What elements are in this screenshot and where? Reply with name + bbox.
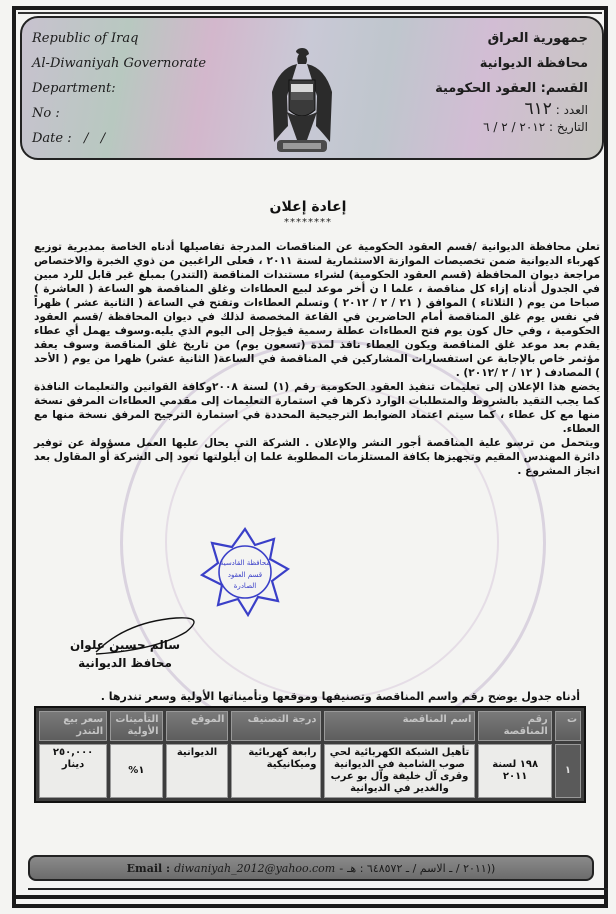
cell-location: الديوانية	[166, 744, 229, 798]
date-label-en: Date : / /	[32, 131, 106, 146]
header-tender-number: رقم المناقصة	[478, 711, 551, 741]
cell-tender-number: ١٩٨ لسنة ٢٠١١	[478, 744, 551, 798]
department-ar: القسم: العقود الحكومية	[435, 81, 588, 96]
paragraph-2: يخضع هذا الإعلان إلى تعليمات تنفيذ العقود الحكومية رقم (١) لسنة ٢٠٠٨وكافة القوانين والتعليمات النافذة كما يجب التقيد بالشروط والمتطلبات الوارد ذكرها في استمارة التعليمات إلى مقدمي العطاءات المرفق نسخة منها مع كل عطاء ، كما سيتم اعتماد الضوابط الترجيحية المحددة في استمارة الترجيح المرفق نسخة منها مع العطاء.	[34, 381, 601, 435]
iraq-eagle-emblem-icon	[267, 40, 337, 160]
footer-separator: -	[339, 861, 344, 875]
tenders-table-container	[34, 706, 586, 803]
header-classification: درجة التصنيف	[231, 711, 320, 741]
header-initial-deposit: التأمينات الأولية	[110, 711, 162, 741]
email-label: Email :	[126, 861, 171, 875]
title-stars: ********	[284, 217, 332, 228]
governorate-ar: محافظة الديوانية	[479, 56, 588, 71]
stamp-line-3: الصادرة	[233, 582, 257, 590]
bottom-border	[14, 895, 608, 899]
paragraph-1: تعلن محافظة الديوانية /قسم العقود الحكومية عن المناقصات المدرجة تفاصيلها أدناه الخاصة بمديرية توزيع كهرباء الديوانية ضمن تخصيصات الموازنة الاستثمارية لسنة ٢٠١١ ، فعلى الراغبين من ذوي الخبرة والاختصاص مراجعة ديوان المحافظة (قسم العقود الحكومية) لشراء مستندات المناقصة (التندر) بمبلغ غير قابل للرد مبين في الجدول أدناه إزاء كل مناقصة ، علما ا ن أخر موعد لبيع العطاءات وغلق المناقصة هو الساعة ( العاشرة ) صباحا من يوم ( الثلاثاء ) الموافق ( ٢١ / ٢ / ٢٠١٢ ) وتسلم العطاءات وتفتح في الساعة ( الثانية عشر ) ظهراً في نفس يوم غلق المناقصة أمام الحاضرين في القاعة المخصصة لذلك في ديوان المحافظة /قسم العقود الحكومية ، وفي حال كون يوم فتح العطاءات عطلة رسمية فيؤجل إلى اليوم الذي يليه.وسوف يهمل أي عطاء يقدم بعد موعد غلق المناقصة ويكون العطاء نافذ لمدة (تسعون يوم) من تاريخ غلق المناقصة وسوف يعقد مؤتمر خاص بالإجابة عن استفسارات المشاركين في المناقصة في الساعة( الثانية عشر) ظهرا من يوم ( الأحد ) المصادف ( ١٢ / ٢ /٢٠١٢) .	[34, 241, 601, 379]
table-caption: أدناه جدول يوضح رقم واسم المناقصة وتصنيفها وموقعها وتأميناتها الأولية وسعر تندرها .	[100, 690, 580, 703]
governorate-en: Al-Diwaniyah Governorate	[32, 56, 207, 71]
cell-initial-deposit: ١%	[110, 744, 162, 798]
announcement-body	[34, 240, 600, 478]
cell-tender-name: تأهيل الشبكة الكهربائية لحي صوب الشامية في الديوانية وقرى آل خليفة وآل بو عرب والغدير في الديوانية	[324, 744, 476, 798]
department-label-en: Department:	[32, 81, 116, 96]
announcement-title: إعادة إعلان	[269, 199, 347, 215]
header-tender-price: سعر بيع التندر	[39, 711, 107, 741]
header-index: ت	[555, 711, 581, 741]
email-link[interactable]: diwaniyah_2012@yahoo.com	[174, 861, 336, 875]
number-label-ar: العدد :	[555, 103, 588, 117]
tenders-table	[36, 708, 584, 801]
cell-classification: رابعة كهربائية وميكانيكية	[231, 744, 320, 798]
document-number	[435, 101, 588, 119]
signatory-name: سالم حسين علوان	[69, 638, 181, 652]
table-header-row	[39, 711, 581, 741]
paragraph-3: ويتحمل من ترسو علية المناقصة أجور النشر والإعلان . الشركة التي يحال عليها العمل مسؤولة عن توفير دائرة المهندس المقيم وتجهيزها بكافة المستلزمات المطلوبة علما إن أيلولتها تعود إلى الشركة أو المقاول بعد انجاز المشروع .	[34, 437, 600, 477]
top-divider	[18, 12, 602, 14]
stamp-line-2: قسم العقود	[227, 571, 263, 579]
cell-tender-price: ٢٥٠,٠٠٠ دينار	[39, 744, 107, 798]
country-en: Republic of Iraq	[32, 31, 139, 46]
cell-index: ١	[555, 744, 581, 798]
date-label-ar: التاريخ :	[548, 120, 588, 134]
stamp-line-1: محافظة القادسية	[219, 559, 271, 567]
letterhead-english	[32, 26, 206, 151]
official-stamp-icon	[200, 527, 290, 617]
signatory	[60, 636, 190, 672]
footer-contact-bar	[28, 855, 594, 881]
header-location: الموقع	[166, 711, 229, 741]
header-tender-name: اسم المناقصة	[324, 711, 476, 741]
letterhead-arabic	[435, 26, 588, 136]
bottom-divider	[28, 888, 608, 890]
date-value-ar: ٢٠١٢ / ٢ / ٦	[483, 120, 546, 134]
country-ar: جمهورية العراق	[487, 31, 588, 46]
number-label-en: No :	[32, 106, 60, 121]
document-date	[435, 119, 588, 136]
footer-arabic-text: ((٢٠١١ / ـ الاسم / ـ ٦٤٨٥٧٢ : هـ	[347, 861, 496, 875]
signatory-title: محافظ الديوانية	[78, 656, 172, 670]
letterhead	[20, 16, 604, 160]
number-value-ar: ٦١٢	[524, 99, 552, 119]
table-row	[39, 744, 581, 798]
